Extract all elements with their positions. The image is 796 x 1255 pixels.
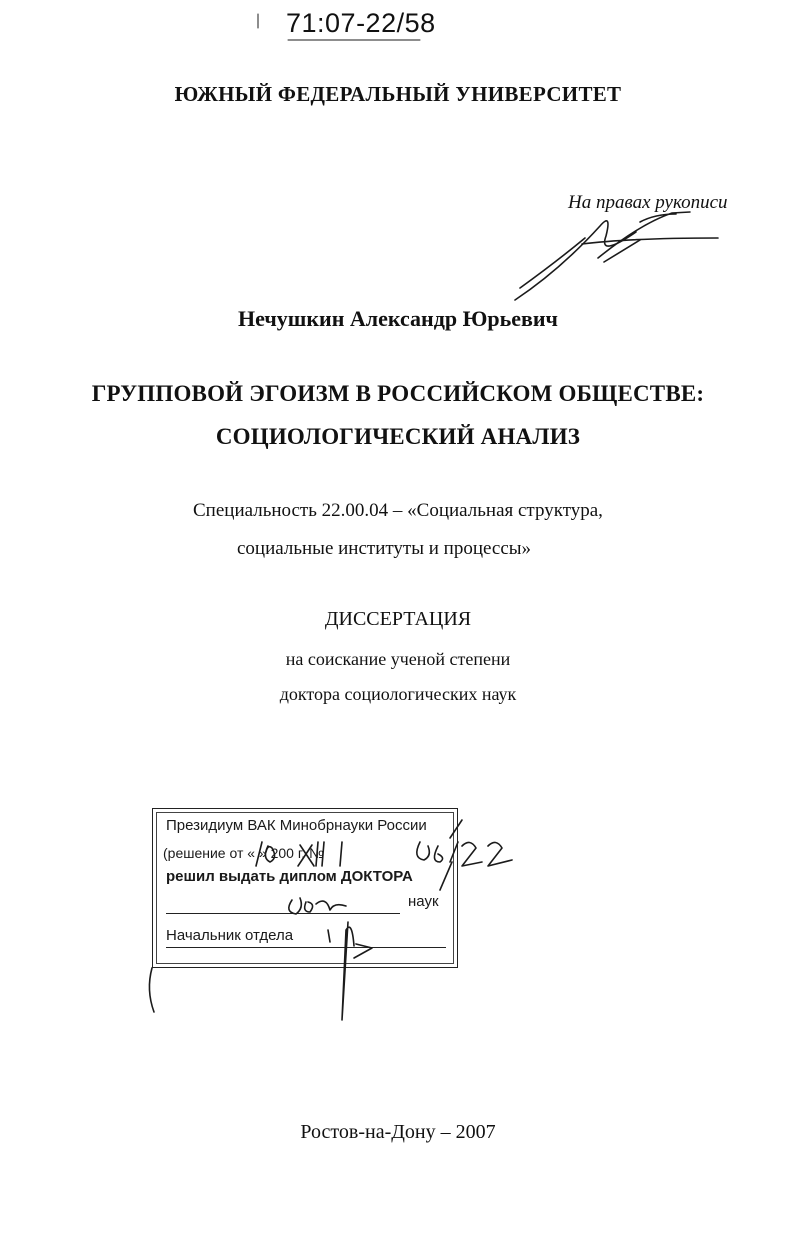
stamp-line-2: (решение от « » 200 г. № [163, 845, 325, 861]
author-name: Нечушкин Александр Юрьевич [238, 306, 558, 331]
specialty-line-2: социальные институты и процессы» [237, 538, 532, 559]
archive-code: 71:07-22/58 [286, 8, 436, 38]
dissertation-title-line-2: СОЦИОЛОГИЧЕСКИЙ АНАЛИЗ [215, 424, 581, 449]
specialty-line-1: Специальность 22.00.04 – «Социальная структура, [193, 500, 603, 521]
official-signature [328, 922, 372, 1020]
city-year: Ростов-на-Дону – 2007 [300, 1121, 496, 1143]
dissertation-title-line-1: ГРУППОВОЙ ЭГОИЗМ В РОССИЙСКОМ ОБЩЕСТВЕ: [91, 381, 705, 406]
document-type: ДИССЕРТАЦИЯ [324, 608, 472, 630]
stamp-line-1: Президиум ВАК Минобрнауки России [166, 817, 427, 834]
stamp-handwritten-field [289, 898, 346, 914]
margin-bracket [149, 968, 154, 1012]
manuscript-note: На правах рукописи [568, 192, 728, 213]
stamp-line-5: Начальник отдела [166, 927, 294, 944]
degree-line-2: доктора социологических наук [279, 684, 517, 704]
university-name: ЮЖНЫЙ ФЕДЕРАЛЬНЫЙ УНИВЕРСИТЕТ [174, 82, 622, 106]
author-signature [515, 212, 718, 300]
degree-line-1: на соискание ученой степени [285, 649, 511, 669]
stamp-handwritten-number [417, 820, 512, 890]
stamp-line-4: наук [408, 893, 439, 910]
stamp-handwritten-date [256, 842, 342, 866]
stamp-line-3: решил выдать диплом ДОКТОРА [166, 868, 413, 885]
